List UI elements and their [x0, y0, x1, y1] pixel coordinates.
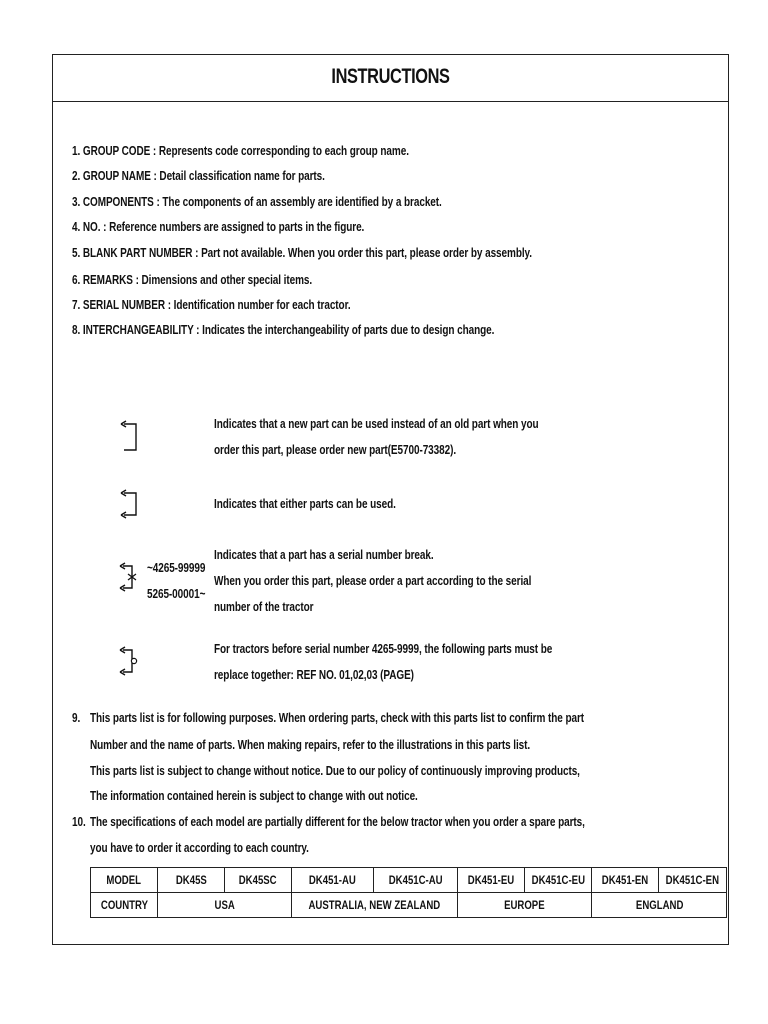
model-header-cell: MODEL	[91, 868, 158, 893]
symbol-1-line-2: order this part, please order new part(E5700-73382).	[214, 443, 457, 457]
item-interchangeability: 8. INTERCHANGEABILITY : Indicates the interchangeability of parts due to design change.	[72, 323, 495, 337]
model-row	[91, 868, 727, 893]
item-serial-number: 7. SERIAL NUMBER : Identification number for each tractor.	[72, 298, 351, 312]
item-9-line-4: The information contained herein is subject to change with out notice.	[90, 789, 418, 803]
one-way-interchange-icon	[118, 418, 142, 454]
symbol-3-line-1: Indicates that a part has a serial number break.	[214, 548, 434, 562]
serial-break-icon	[118, 561, 144, 595]
symbol-4-line-2: replace together: REF NO. 01,02,03 (PAGE)	[214, 668, 414, 682]
item-10-line-2: you have to order it according to each country.	[90, 841, 309, 855]
country-cell: USA	[158, 893, 292, 918]
item-9-line-3: This parts list is subject to change without notice. Due to our policy of continuously improving products,	[90, 764, 580, 778]
model-cell: DK451-AU	[292, 868, 374, 893]
country-header-cell: COUNTRY	[91, 893, 158, 918]
title-bar	[53, 55, 728, 102]
serial-from: ~4265-99999	[147, 561, 206, 575]
page-title: INSTRUCTIONS	[331, 65, 450, 88]
item-10-number: 10.	[72, 815, 86, 829]
model-cell: DK451-EN	[592, 868, 659, 893]
serial-to: 5265-00001~	[147, 587, 206, 601]
item-9-line-1: This parts list is for following purposes. When ordering parts, check with this parts list to confirm the part	[90, 711, 585, 725]
item-components: 3. COMPONENTS : The components of an assembly are identified by a bracket.	[72, 195, 442, 209]
item-no: 4. NO. : Reference numbers are assigned to parts in the figure.	[72, 220, 365, 234]
symbol-4-line-1: For tractors before serial number 4265-9999, the following parts must be	[214, 642, 553, 656]
model-cell: DK45SC	[225, 868, 292, 893]
item-remarks: 6. REMARKS : Dimensions and other special items.	[72, 273, 313, 287]
model-cell: DK451C-AU	[373, 868, 457, 893]
country-cell: EUROPE	[457, 893, 592, 918]
item-9-line-2: Number and the name of parts. When making repairs, refer to the illustrations in this parts list.	[90, 738, 531, 752]
symbol-3-line-3: number of the tractor	[214, 600, 314, 614]
model-cell: DK451C-EN	[659, 868, 727, 893]
country-cell: AUSTRALIA, NEW ZEALAND	[292, 893, 458, 918]
model-cell: DK451-EU	[457, 868, 524, 893]
item-10-line-1: The specifications of each model are partially different for the below tractor when you order a spare parts,	[90, 815, 585, 829]
item-9-number: 9.	[72, 711, 81, 725]
two-way-interchange-icon	[118, 488, 142, 520]
model-cell: DK451C-EU	[524, 868, 592, 893]
replace-together-icon	[118, 645, 144, 679]
item-blank-part-number: 5. BLANK PART NUMBER : Part not available. When you order this part, please order by assembly.	[72, 246, 532, 260]
symbol-3-line-2: When you order this part, please order a part according to the serial	[214, 574, 532, 588]
symbol-1-line-1: Indicates that a new part can be used instead of an old part when you	[214, 417, 539, 431]
country-cell: ENGLAND	[592, 893, 727, 918]
model-cell: DK45S	[158, 868, 225, 893]
symbol-2-line-1: Indicates that either parts can be used.	[214, 497, 396, 511]
country-row	[91, 893, 727, 918]
model-country-table	[90, 867, 727, 918]
item-group-code: 1. GROUP CODE : Represents code corresponding to each group name.	[72, 144, 409, 158]
item-group-name: 2. GROUP NAME : Detail classification name for parts.	[72, 169, 325, 183]
